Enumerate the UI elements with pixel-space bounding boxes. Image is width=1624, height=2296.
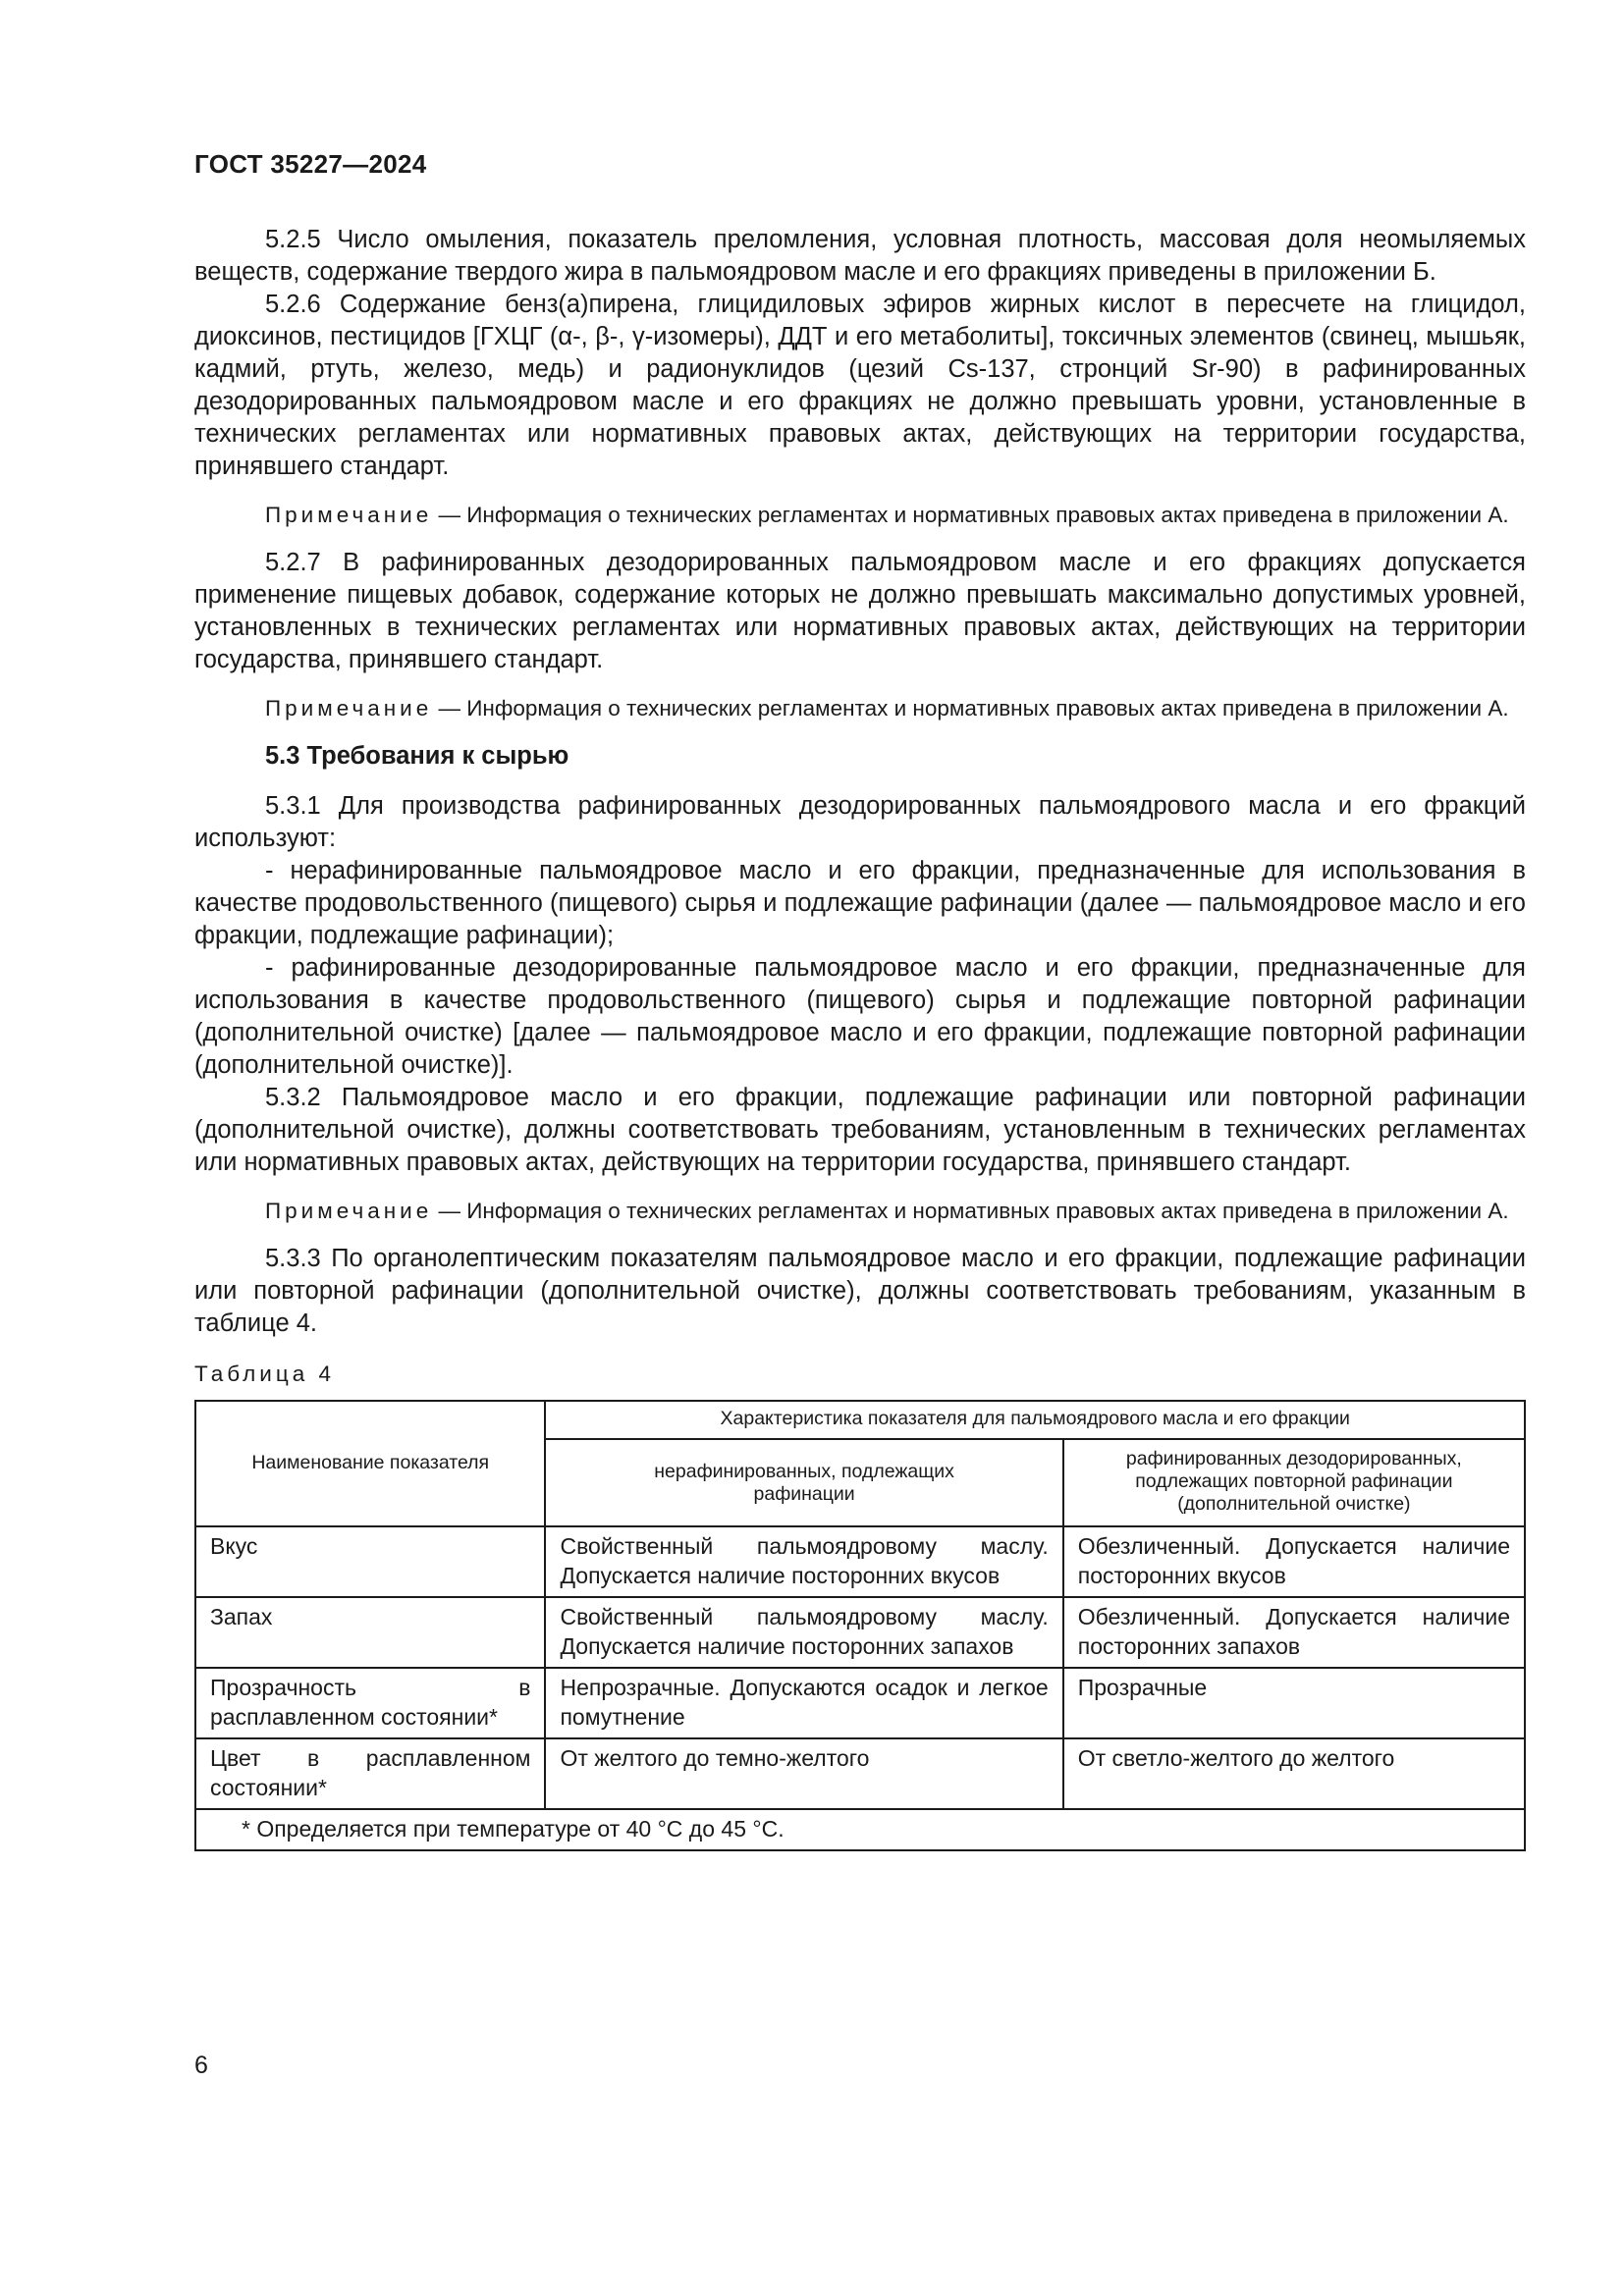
- note-text: — Информация о технических регламентах и нормативных правовых актах приведена в приложении А.: [438, 503, 1509, 527]
- note-label: Примечание: [265, 696, 433, 721]
- table-4: [194, 1400, 1526, 1851]
- section-heading-5-3: 5.3 Требования к сырью: [265, 742, 569, 770]
- header-refined: рафинированных дезодорированных, подлежащих повторной рафинации (дополнительной очистке): [1063, 1439, 1525, 1526]
- cell-name: Цвет в расплавленном состоянии*: [195, 1738, 545, 1809]
- note-label: Примечание: [265, 1199, 433, 1223]
- cell-unrefined: Свойственный пальмоядровому маслу. Допускается наличие посторонних вкусов: [545, 1526, 1062, 1597]
- page-number: 6: [194, 2052, 208, 2079]
- cell-name: Вкус: [195, 1526, 545, 1597]
- cell-refined: Обезличенный. Допускается наличие посторонних вкусов: [1063, 1526, 1525, 1597]
- document-code: ГОСТ 35227—2024: [194, 149, 427, 179]
- cell-unrefined: Свойственный пальмоядровому маслу. Допускается наличие посторонних запахов: [545, 1597, 1062, 1668]
- cell-refined: От светло-желтого до желтого: [1063, 1738, 1525, 1809]
- note-text: — Информация о технических регламентах и нормативных правовых актах приведена в приложении А.: [438, 1199, 1509, 1223]
- paragraph-5-3-3: 5.3.3 По органолептическим показателям пальмоядровое масло и его фракции, подлежащие рафинации или повторной рафинации (дополнительной очистке), должны соответствовать требованиям, указанным в таблице 4.: [194, 1245, 1526, 1337]
- note-label: Примечание: [265, 503, 433, 527]
- header-group: Характеристика показателя для пальмоядрового масла и его фракции: [545, 1401, 1525, 1439]
- cell-refined: Обезличенный. Допускается наличие посторонних запахов: [1063, 1597, 1525, 1668]
- note: [194, 501, 1526, 529]
- table-row: [195, 1738, 1525, 1809]
- cell-refined: Прозрачные: [1063, 1668, 1525, 1738]
- list-item: - рафинированные дезодорированные пальмоядровое масло и его фракции, предназначенные для использования в качестве продовольственного (пищевого) сырья и подлежащие повторной рафинации (дополнительной очистке) [далее — пальмоядровое масло и его фракции, подлежащие повторной рафинации (дополнительной очистке)].: [194, 954, 1526, 1079]
- header-unrefined: нерафинированных, подлежащих рафинации: [545, 1439, 1062, 1526]
- cell-unrefined: От желтого до темно-желтого: [545, 1738, 1062, 1809]
- table-row: [195, 1597, 1525, 1668]
- cell-name: Прозрачность в расплавленном состоянии*: [195, 1668, 545, 1738]
- table-row: [195, 1668, 1525, 1738]
- note: [194, 1197, 1526, 1225]
- table-caption: Таблица 4: [194, 1362, 335, 1386]
- paragraph-5-2-5: 5.2.5 Число омыления, показатель преломления, условная плотность, массовая доля неомыляемых веществ, содержание твердого жира в пальмоядровом масле и его фракциях приведены в приложении Б.: [194, 226, 1526, 286]
- list-item: - нерафинированные пальмоядровое масло и его фракции, предназначенные для использования в качестве продовольственного (пищевого) сырья и подлежащие рафинации (далее — пальмоядровое масло и его фракции, подлежащие рафинации);: [194, 857, 1526, 949]
- note-text: — Информация о технических регламентах и нормативных правовых актах приведена в приложении А.: [438, 696, 1509, 721]
- cell-unrefined: Непрозрачные. Допускаются осадок и легкое помутнение: [545, 1668, 1062, 1738]
- table-row: [195, 1526, 1525, 1597]
- paragraph-5-3-2: 5.3.2 Пальмоядровое масло и его фракции, подлежащие рафинации или повторной рафинации (дополнительной очистке), должны соответствовать требованиям, установленным в технических регламентах или нормативных правовых актах, действующих на территории государства, принявшего стандарт.: [194, 1084, 1526, 1176]
- paragraph-5-2-6: 5.2.6 Содержание бенз(а)пирена, глицидиловых эфиров жирных кислот в пересчете на глицидол, диоксинов, пестицидов [ГХЦГ (α-, β-, γ-изомеры), ДДТ и его метаболиты], токсичных элементов (свинец, мышьяк, кадмий, ртуть, железо, медь) и радионуклидов (цезий Cs-137, стронций Sr-90) в рафинированных дезодорированных пальмоядровом масле и его фракциях не должно превышать уровни, установленные в технических регламентах или нормативных правовых актах, действующих на территории государства, принявшего стандарт.: [194, 291, 1526, 480]
- cell-name: Запах: [195, 1597, 545, 1668]
- main-content: [194, 224, 1526, 1851]
- paragraph-5-2-7: 5.2.7 В рафинированных дезодорированных пальмоядровом масле и его фракциях допускается применение пищевых добавок, содержание которых не должно превышать максимально допустимых уровней, установленных в технических регламентах или нормативных правовых актах, действующих на территории государства, принявшего стандарт.: [194, 549, 1526, 673]
- paragraph-5-3-1: 5.3.1 Для производства рафинированных дезодорированных пальмоядрового масла и его фракций используют:: [194, 792, 1526, 852]
- header-indicator-name: Наименование показателя: [195, 1401, 545, 1526]
- table-footnote: * Определяется при температуре от 40 °С до 45 °С.: [195, 1809, 1525, 1850]
- note: [194, 694, 1526, 722]
